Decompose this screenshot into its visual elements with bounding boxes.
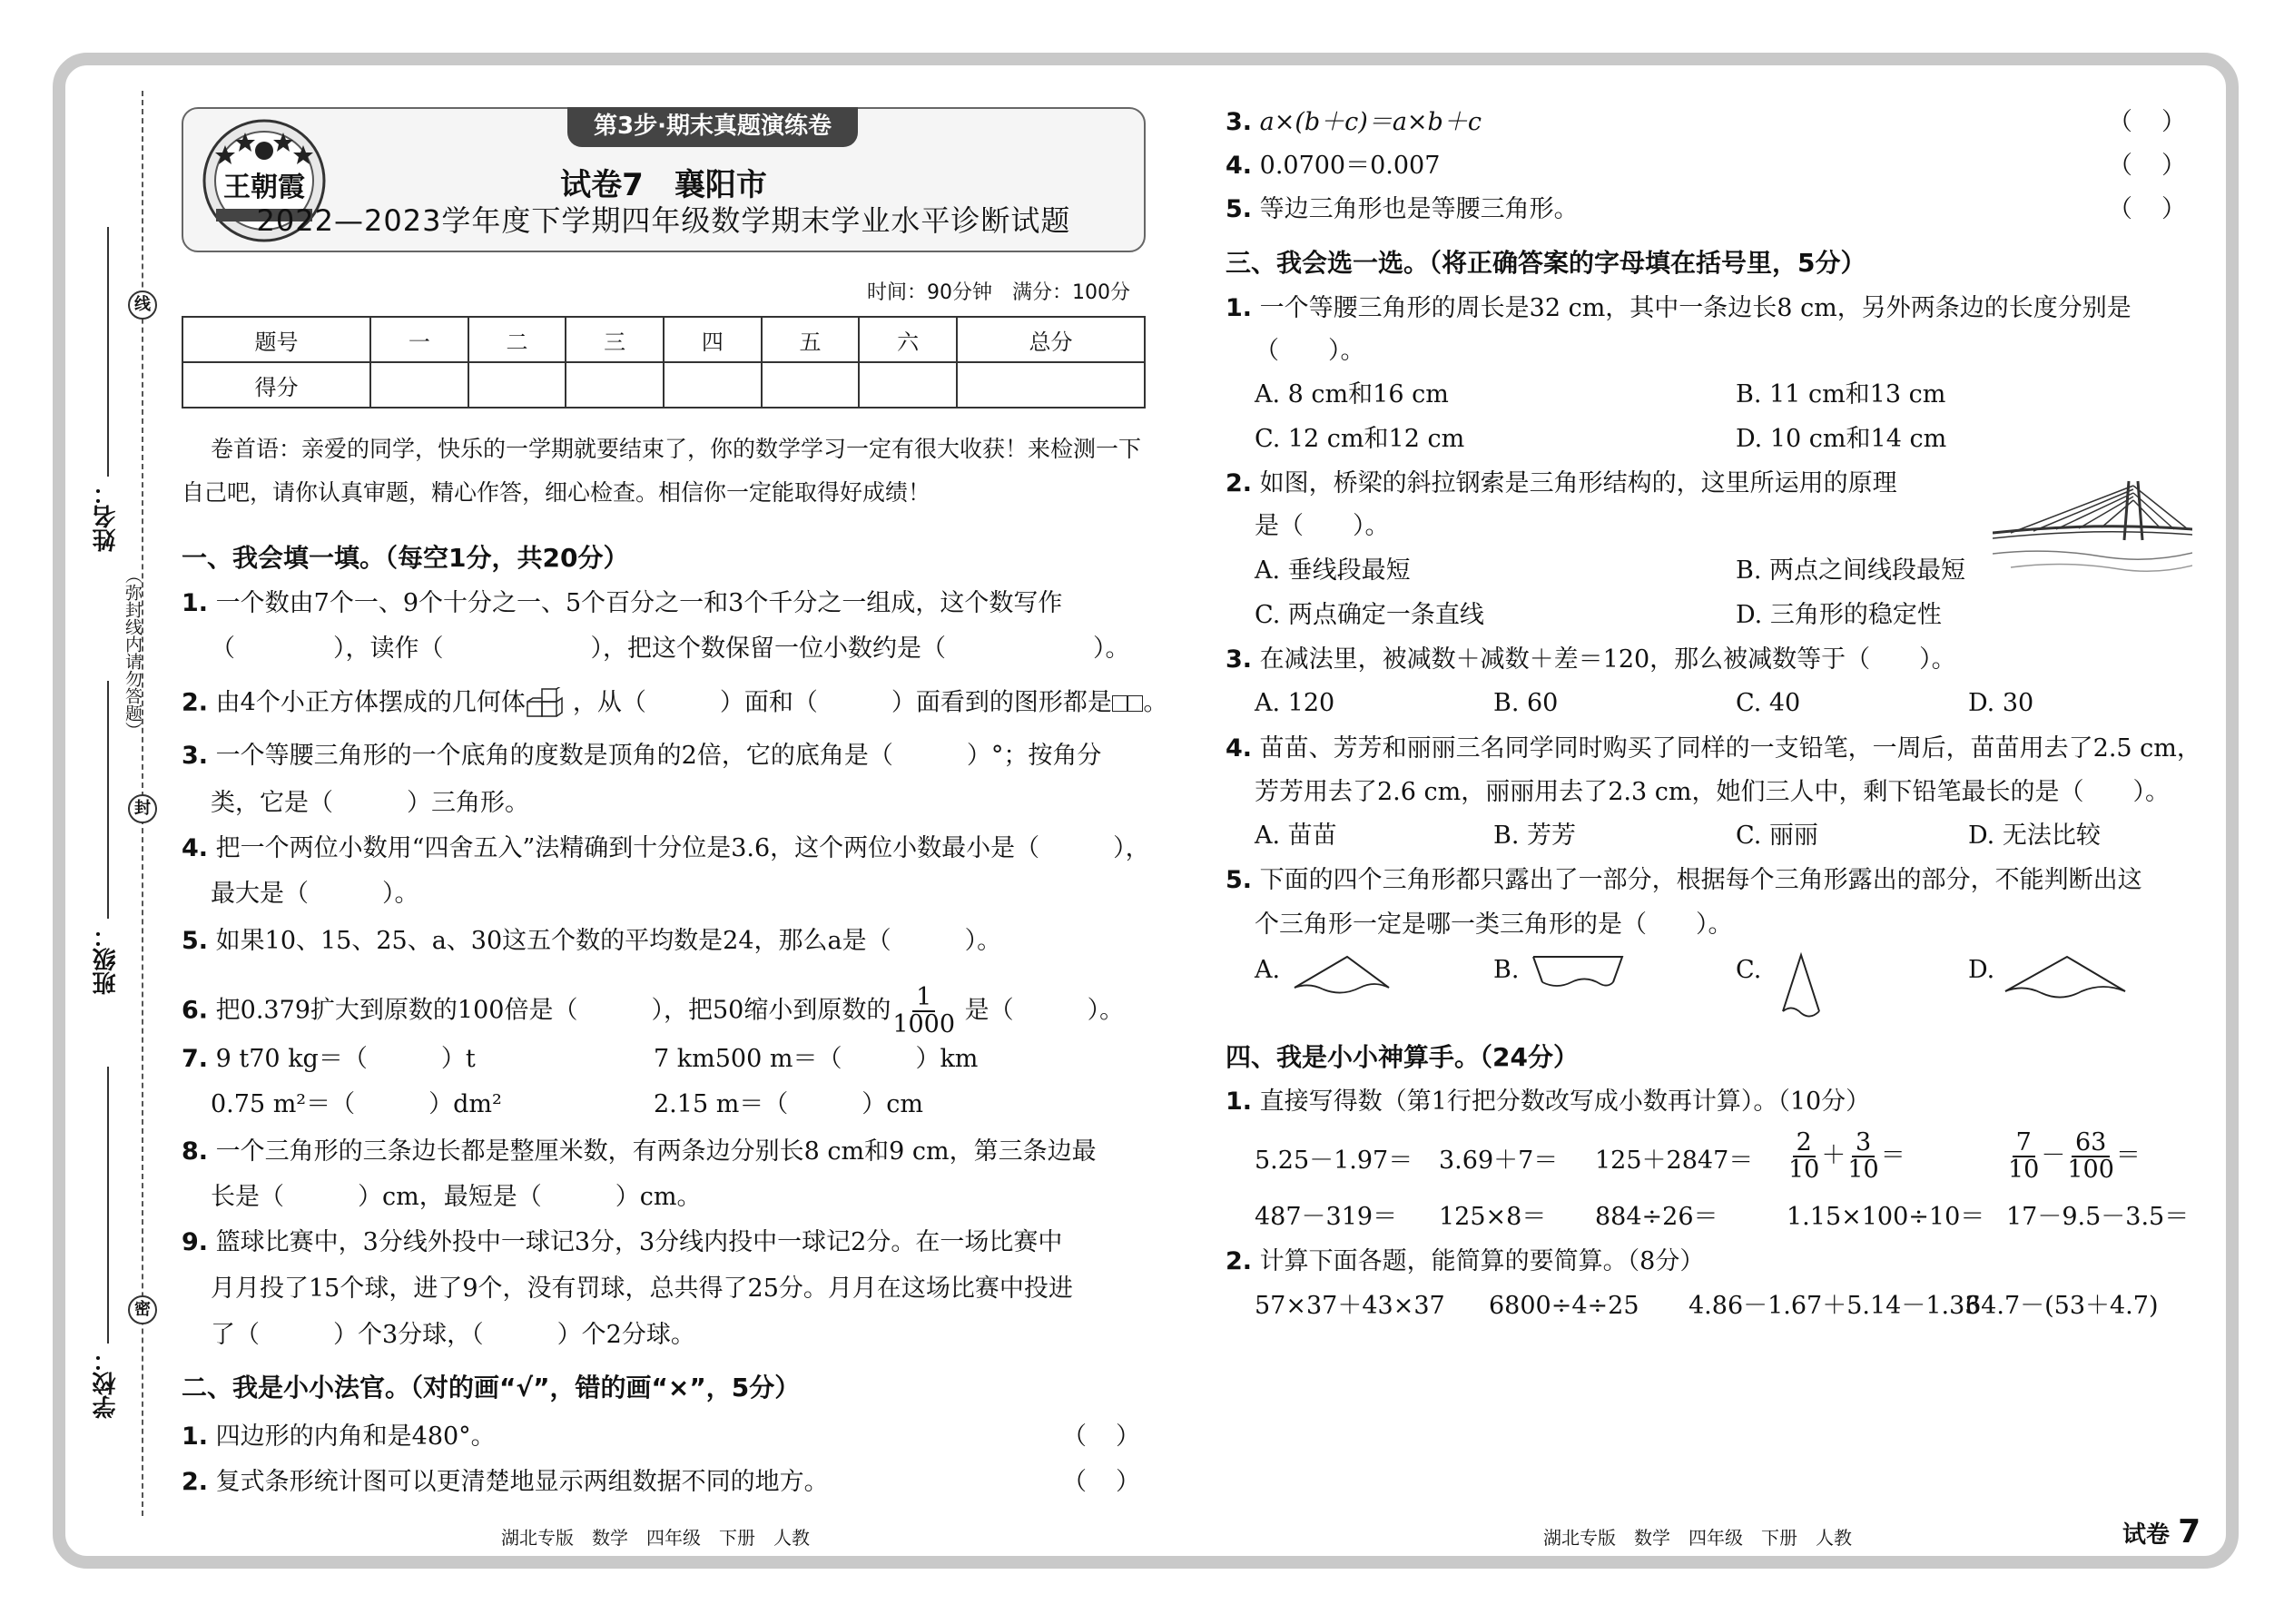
- time-info: 时间：90分钟 满分：100分: [867, 281, 1130, 304]
- s3-q4-line1: [1226, 733, 2201, 764]
- fraction-denominator: 1000: [892, 1010, 956, 1038]
- question-text: 等边三角形也是等腰三角形。: [1259, 195, 1579, 223]
- conversion-item[interactable]: 0.75 m²＝（ ）dm²: [211, 1090, 502, 1118]
- page-indicator: [2122, 1514, 2200, 1553]
- class-fill-line[interactable]: [107, 681, 109, 919]
- question-number: 3.: [1226, 108, 1253, 136]
- s3-q2-line1: [1226, 468, 1897, 499]
- paren-left: （: [2108, 152, 2132, 180]
- option[interactable]: A. 8 cm和16 cm: [1255, 380, 1449, 408]
- score-cell: 一: [370, 317, 468, 362]
- partial-triangle-b: [1530, 953, 1626, 999]
- paren-right: ）: [2161, 152, 2186, 180]
- answer-paren[interactable]: [2108, 194, 2186, 225]
- calc-item[interactable]: 5.25－1.97＝: [1255, 1147, 1413, 1175]
- seal-mark-feng: 封: [128, 794, 157, 823]
- s1-q6: [182, 985, 1124, 1038]
- s2-q5: [1226, 194, 1579, 225]
- question-number: 7.: [182, 1045, 209, 1073]
- s1-q3-line2[interactable]: 类，它是（ ）三角形。: [211, 789, 529, 817]
- option[interactable]: A.: [1255, 956, 1281, 984]
- section-4-title: 四、我是小小神算手。（24分）: [1226, 1042, 1579, 1072]
- s1-q1-line2[interactable]: （ ），读作（ ），把这个数保留一位小数约是（ ）。: [211, 635, 1130, 663]
- question-text: 一个数由7个一、9个十分之一、5个百分之一和3个千分之一组成，这个数写作: [215, 589, 1063, 617]
- answer-paren[interactable]: [2108, 107, 2186, 138]
- score-input-cell[interactable]: [762, 362, 860, 408]
- equals: ＝: [1880, 1141, 1905, 1170]
- school-fill-line[interactable]: [107, 1067, 109, 1343]
- question-text: 一个等腰三角形的周长是32 cm，其中一条边长8 cm，另外两条边的长度分别是: [1259, 294, 2132, 322]
- calc-fraction-item[interactable]: [1787, 1130, 1905, 1183]
- question-number: 4.: [182, 834, 209, 862]
- option[interactable]: A. 垂线段最短: [1255, 556, 1411, 585]
- question-number: 5.: [1226, 866, 1253, 894]
- s3-q5-line1: [1226, 865, 2142, 896]
- question-text: a×(b＋c)＝a×b＋c: [1259, 108, 1482, 136]
- s4-q2: [1226, 1246, 1704, 1277]
- view-shape-icon: [1112, 689, 1144, 717]
- intro-line-2: 自己吧，请你认真审题，精心作答，细心检查。相信你一定能取得好成绩！: [182, 479, 931, 506]
- fraction-numerator: 3: [1852, 1130, 1875, 1157]
- paren-right: ）: [2161, 108, 2186, 136]
- option[interactable]: C. 12 cm和12 cm: [1255, 425, 1465, 453]
- question-number: 9.: [182, 1228, 209, 1256]
- score-table: [182, 316, 1146, 408]
- question-number: 3.: [1226, 645, 1253, 674]
- calc-item[interactable]: 57×37＋43×37: [1255, 1292, 1445, 1320]
- score-cell: 五: [762, 317, 860, 362]
- question-text: 一个三角形的三条边长都是整厘米数，有两条边分别长8 cm和9 cm，第三条边最: [215, 1137, 1097, 1166]
- seal-mark-mi: 密: [128, 1295, 157, 1324]
- partial-triangle-c: [1770, 951, 1834, 1020]
- option[interactable]: C. 两点确定一条直线: [1255, 601, 1484, 629]
- seal-note: （弥封线内请勿答题）: [123, 563, 142, 743]
- logo-lettering: 王朝霞: [223, 172, 305, 203]
- step-tab: 第3步·期末真题演练卷: [567, 107, 858, 147]
- paren-right: ）: [2161, 195, 2186, 223]
- s1-q1-line1: [182, 588, 1062, 619]
- answer-paren[interactable]: [1062, 1467, 1140, 1498]
- exam-subtitle: 2022—2023学年度下学期四年级数学期末学业水平诊断试题: [256, 203, 1071, 238]
- question-text: 四边形的内角和是480°。: [215, 1422, 496, 1451]
- paren-right: ）: [1116, 1422, 1140, 1451]
- calc-fraction-item[interactable]: [2006, 1130, 2141, 1183]
- question-text: 如图，桥梁的斜拉钢索是三角形结构的，这里所运用的原理: [1259, 469, 1897, 497]
- calc-item[interactable]: 3.69＋7＝: [1439, 1147, 1559, 1175]
- score-cell: 二: [468, 317, 566, 362]
- class-label: 班级：: [93, 924, 120, 995]
- s1-q9-line1: [182, 1227, 1062, 1258]
- calc-item[interactable]: 6800÷4÷25: [1489, 1292, 1639, 1320]
- calc-item[interactable]: 64.7－(53＋4.7): [1965, 1292, 2159, 1320]
- question-text: 直接写得数（第1行把分数改写成小数再计算）。（10分）: [1259, 1088, 1871, 1116]
- conversion-item[interactable]: 9 t70 kg＝（ ）t: [215, 1045, 476, 1073]
- cable-bridge-image: [1993, 477, 2192, 581]
- question-text: 下面的四个三角形都只露出了一部分，根据每个三角形露出的部分，不能判断出这: [1259, 866, 2142, 894]
- s3-q4-line2[interactable]: 芳芳用去了2.6 cm，丽丽用去了2.3 cm，她们三人中，剩下铅笔最长的是（ ）。: [1255, 778, 2170, 806]
- question-number: 1.: [182, 1422, 209, 1451]
- calc-item[interactable]: 884÷26＝: [1595, 1203, 1718, 1231]
- fraction: [2008, 1130, 2039, 1183]
- question-number: 1.: [182, 589, 209, 617]
- fraction: [1788, 1130, 1819, 1183]
- question-number: 1.: [1226, 294, 1253, 322]
- fraction-numerator: 63: [2072, 1130, 2110, 1157]
- question-number: 4.: [1226, 734, 1253, 763]
- option[interactable]: B. 芳芳: [1493, 822, 1577, 850]
- option[interactable]: C. 丽丽: [1736, 822, 1818, 850]
- fraction: [1847, 1130, 1878, 1183]
- conversion-item[interactable]: 2.15 m＝（ ）cm: [654, 1090, 924, 1118]
- option[interactable]: D.: [1968, 956, 1995, 984]
- score-cell: 三: [566, 317, 664, 362]
- option[interactable]: D. 三角形的稳定性: [1736, 601, 1942, 629]
- question-text: ，从（ ）面和（ ）面看到的图形都是: [572, 688, 1112, 717]
- s1-q4-line1: [182, 833, 1150, 864]
- score-input-cell[interactable]: [370, 362, 468, 408]
- equals: ＝: [2115, 1141, 2141, 1170]
- intro-line-1: 卷首语：亲爱的同学，快乐的一学期就要结束了，你的数学学习一定有很大收获！来检测一下: [211, 436, 1142, 462]
- score-cell: 总分: [957, 317, 1145, 362]
- question-text[interactable]: 如果10、15、25、a、30这五个数的平均数是24，那么a是（ ）。: [215, 927, 1002, 955]
- paren-left: （: [2108, 108, 2132, 136]
- paren-left: （: [1062, 1422, 1087, 1451]
- operator: ＋: [1821, 1141, 1846, 1170]
- question-number: 2.: [1226, 469, 1253, 497]
- question-text: 篮球比赛中，3分线外投中一球记3分，3分线内投中一球记2分。在一场比赛中: [215, 1228, 1063, 1256]
- score-input-cell[interactable]: [957, 362, 1145, 408]
- question-text: 苗苗、芳芳和丽丽三名同学同时购买了同样的一支铅笔，一周后，苗苗用去了2.5 cm，: [1259, 734, 2201, 763]
- question-number: 2.: [182, 1468, 209, 1496]
- fraction-numerator: 2: [1793, 1130, 1816, 1157]
- s1-q2[interactable]: [182, 687, 1167, 720]
- conversion-item[interactable]: 7 km500 m＝（ ）km: [654, 1045, 979, 1073]
- fraction-numerator: 1: [912, 985, 935, 1012]
- calc-item[interactable]: 17－9.5－3.5＝: [2006, 1203, 2190, 1231]
- calc-item[interactable]: 125＋2847＝: [1595, 1147, 1754, 1175]
- question-number: 3.: [182, 742, 209, 770]
- name-label: 姓名：: [93, 481, 120, 552]
- s1-q7-row1: [182, 1044, 476, 1075]
- score-input-cell[interactable]: [664, 362, 762, 408]
- s1-q8-line1: [182, 1137, 1097, 1167]
- paren-left: （: [1062, 1468, 1087, 1496]
- partial-triangle-d: [2002, 953, 2129, 1006]
- question-text: 复式条形统计图可以更清楚地显示两组数据不同的地方。: [215, 1468, 829, 1496]
- fraction-denominator: 10: [2008, 1156, 2040, 1184]
- s1-q8-line2[interactable]: 长是（ ）cm，最短是（ ）cm。: [211, 1183, 702, 1211]
- score-input-cell[interactable]: [468, 362, 566, 408]
- paren-right: ）: [1116, 1468, 1140, 1496]
- option[interactable]: A. 120: [1255, 689, 1335, 717]
- score-input-cell[interactable]: [566, 362, 664, 408]
- footer-left: 湖北专版 数学 四年级 下册 人教: [501, 1527, 810, 1549]
- fraction: [892, 985, 955, 1038]
- question-number: 2.: [1226, 1247, 1253, 1275]
- option[interactable]: A. 苗苗: [1255, 822, 1337, 850]
- cubes-figure: [526, 687, 573, 720]
- s3-q5-line2[interactable]: 个三角形一定是哪一类三角形的是（ ）。: [1255, 910, 1733, 939]
- answer-paren[interactable]: [2108, 151, 2186, 182]
- name-fill-line[interactable]: [107, 227, 109, 477]
- operator: －: [2041, 1141, 2066, 1170]
- option[interactable]: B. 11 cm和13 cm: [1736, 380, 1946, 408]
- question-number: 4.: [1226, 152, 1253, 180]
- question-text[interactable]: 把一个两位小数用“四舍五入”法精确到十分位是3.6，这个两位小数最小是（ ），: [215, 834, 1150, 862]
- footer-right: 湖北专版 数学 四年级 下册 人教: [1543, 1527, 1852, 1549]
- s3-q1-line1: [1226, 293, 2132, 324]
- fraction-denominator: 100: [2067, 1156, 2114, 1184]
- s3-q3: [1226, 645, 1956, 675]
- s1-q9-line3[interactable]: 了（ ）个3分球，（ ）个2分球。: [211, 1321, 695, 1349]
- question-number: 5.: [1226, 195, 1253, 223]
- fraction-denominator: 10: [1847, 1156, 1879, 1184]
- fraction-denominator: 10: [1788, 1156, 1820, 1184]
- option[interactable]: B. 60: [1493, 689, 1559, 717]
- option[interactable]: D. 10 cm和14 cm: [1736, 425, 1947, 453]
- school-label: 学校：: [93, 1348, 120, 1419]
- score-input-cell[interactable]: [859, 362, 957, 408]
- question-number: 6.: [182, 996, 209, 1025]
- s2-q2: [182, 1467, 829, 1498]
- section-2-title: 二、我是小小法官。（对的画“√”，错的画“×”，5分）: [182, 1373, 801, 1403]
- score-cell: 四: [664, 317, 762, 362]
- fraction: [2067, 1130, 2114, 1183]
- section-3-title: 三、我会选一选。（将正确答案的字母填在括号里，5分）: [1226, 248, 1866, 278]
- score-table-header-row: [182, 317, 1145, 362]
- option[interactable]: B. 两点之间线段最短: [1736, 556, 1966, 585]
- calc-item[interactable]: 1.15×100÷10＝: [1787, 1203, 1985, 1231]
- calc-item[interactable]: 4.86－1.67＋5.14－1.33: [1689, 1292, 1981, 1320]
- s1-q9-line2: 月月投了15个球，进了9个，没有罚球，总共得了25分。月月在这场比赛中投进: [211, 1275, 1073, 1303]
- calc-item[interactable]: 487－319＝: [1255, 1203, 1398, 1231]
- partial-triangle-a: [1291, 953, 1393, 999]
- score-cell: 题号: [182, 317, 370, 362]
- fraction-numerator: 7: [2013, 1130, 2035, 1157]
- score-row-label: 得分: [182, 362, 370, 408]
- s3-q2-line2[interactable]: 是（ ）。: [1255, 512, 1390, 540]
- option[interactable]: D. 无法比较: [1968, 822, 2101, 850]
- s2-q1: [182, 1422, 496, 1452]
- score-table-score-row: [182, 362, 1145, 408]
- s4-q1: [1226, 1087, 1870, 1117]
- question-text[interactable]: 是（ ）。: [964, 996, 1125, 1025]
- question-number: 2.: [182, 688, 209, 717]
- question-number: 1.: [1226, 1088, 1253, 1116]
- paren-left: （: [2108, 195, 2132, 223]
- s2-q4: [1226, 151, 1440, 182]
- s3-q1-line2[interactable]: （ ）。: [1255, 337, 1365, 365]
- option[interactable]: C. 40: [1736, 689, 1801, 717]
- score-cell: 六: [859, 317, 957, 362]
- s1-q4-line2[interactable]: 最大是（ ）。: [211, 880, 419, 908]
- s2-q3: [1226, 107, 1482, 138]
- s1-q5: [182, 926, 1001, 957]
- option[interactable]: B.: [1493, 956, 1520, 984]
- question-number: 8.: [182, 1137, 209, 1166]
- calc-item[interactable]: 125×8＝: [1439, 1203, 1547, 1231]
- option[interactable]: D. 30: [1968, 689, 2034, 717]
- exam-title: 试卷7 襄阳市: [560, 167, 767, 203]
- option[interactable]: C.: [1736, 956, 1762, 984]
- question-text[interactable]: 在减法里，被减数＋减数＋差＝120，那么被减数等于（ ）。: [1259, 645, 1956, 674]
- question-text: 。: [1143, 688, 1168, 717]
- question-text[interactable]: 一个等腰三角形的一个底角的度数是顶角的2倍，它的底角是（ ）°；按角分: [215, 742, 1102, 770]
- answer-paren[interactable]: [1062, 1422, 1140, 1452]
- page-label: 试卷: [2122, 1521, 2171, 1549]
- question-text[interactable]: 把0.379扩大到原数的100倍是（ ），把50缩小到原数的: [215, 996, 891, 1025]
- question-text: 计算下面各题，能简算的要简算。（8分）: [1259, 1247, 1705, 1275]
- question-text: 由4个小正方体摆成的几何体: [215, 688, 526, 717]
- s1-q3-line1: [182, 741, 1101, 772]
- seal-mark-line: 线: [128, 290, 157, 320]
- section-1-title: 一、我会填一填。（每空1分，共20分）: [182, 543, 629, 573]
- page-number: 7: [2178, 1513, 2201, 1550]
- question-number: 5.: [182, 927, 209, 955]
- question-text: 0.0700＝0.007: [1259, 152, 1441, 180]
